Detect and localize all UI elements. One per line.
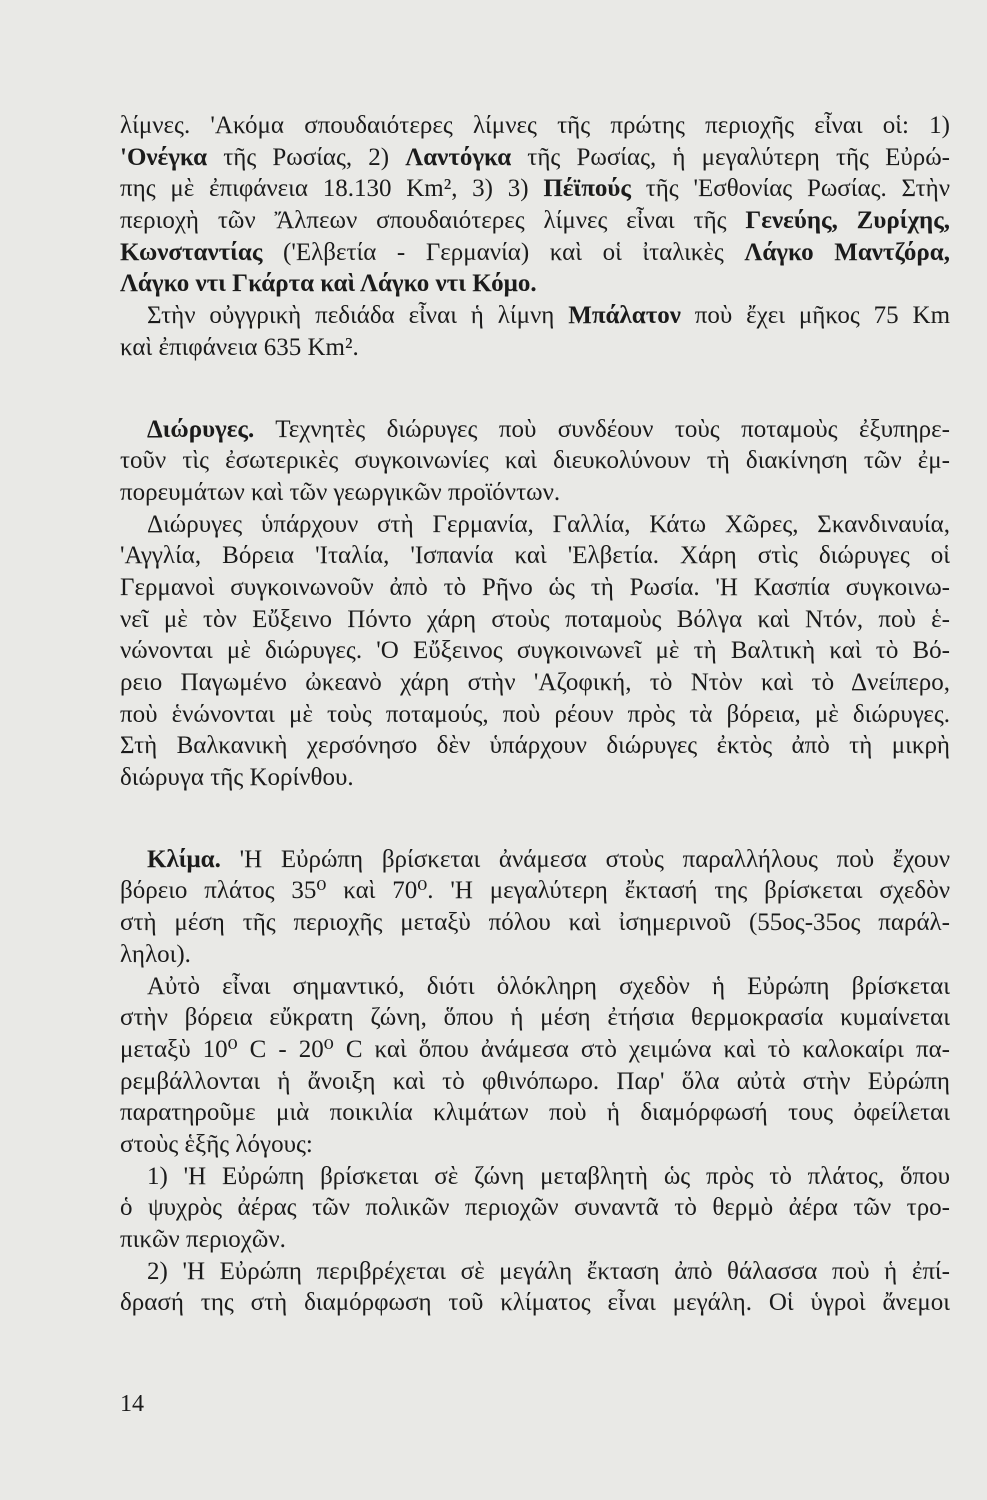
text-line: πικῶν περιοχῶν.: [120, 1226, 286, 1253]
text-line: 2) 'Η Εὐρώπη περιβρέχεται σὲ μεγάλη ἔκταση ἀπὸ θάλασσα ποὺ ἡ ἐπί-: [147, 1257, 950, 1285]
page-number: 14: [120, 1391, 144, 1417]
text-line: τοῦν τὶς ἐσωτερικὲς συγκοινωνίες καὶ διευκολύνουν τὴ διακίνηση τῶν ἐμ-: [120, 447, 950, 475]
text-line: δρασή της στὴ διαμόρφωση τοῦ κλίματος εἶναι μεγάλη. Οἱ ὑγροὶ ἄνεμοι: [120, 1289, 950, 1317]
text-line: 1) 'Η Εὐρώπη βρίσκεται σὲ ζώνη μεταβλητὴ ὡς πρὸς τὸ πλάτος, ὅπου: [147, 1162, 950, 1190]
text-line: Κωνσταντίας ('Ελβετία - Γερμανία) καὶ οἱ ἰταλικὲς Λάγκο Μαντζόρα,: [120, 238, 950, 266]
lake-name: Γενεύης, Ζυρίχης,: [745, 207, 950, 235]
text-line: 'Ονέγκα τῆς Ρωσίας, 2) Λαντόγκα τῆς Ρωσίας, ἡ μεγαλύτερη τῆς Εὐρώ-: [120, 143, 950, 171]
text-line: πορευμάτων καὶ τῶν γεωργικῶν προϊόντων.: [120, 478, 561, 506]
text-line: ὁ ψυχρὸς ἀέρας τῶν πολικῶν περιοχῶν συναντᾶ τὸ θερμὸ ἀέρα τῶν τρο-: [120, 1194, 950, 1222]
lake-name: 'Ονέγκα: [120, 143, 208, 171]
text-line: στὴν βόρεια εὔκρατη ζώνη, ὅπου ἡ μέση ἐτήσια θερμοκρασία κυμαίνεται: [120, 1004, 950, 1032]
body-text: [120, 110, 950, 1319]
lake-name: Κωνσταντίας: [120, 238, 263, 266]
text-line: νεῖ μὲ τὸν Εὔξεινο Πόντο χάρη στοὺς ποταμοὺς Βόλγα καὶ Ντόν, ποὺ ἑ-: [120, 605, 950, 633]
text-line: στοὺς ἑξῆς λόγους:: [120, 1130, 313, 1158]
text-line: νώνονται μὲ διώρυγες. 'Ο Εὔξεινος συγκοινωνεῖ μὲ τὴ Βαλτικὴ καὶ τὸ Βό-: [120, 637, 950, 665]
section-heading: Κλίμα.: [147, 845, 221, 873]
text-line: Διώρυγες ὑπάρχουν στὴ Γερμανία, Γαλλία, Κάτω Χῶρες, Σκανδιναυία,: [147, 510, 950, 538]
text-line: περιοχὴ τῶν Ἄλπεων σπουδαιότερες λίμνες εἶναι τῆς Γενεύης, Ζυρίχης,: [120, 207, 950, 235]
lake-name: Λάγκο Μαντζόρα,: [744, 238, 950, 266]
lake-name: Λάγκο ντι Γκάρτα καὶ Λάγκο ντι Κόμο.: [120, 270, 537, 298]
text-line: ποὺ ἑνώνονται μὲ τοὺς ποταμούς, ποὺ ρέουν πρὸς τὰ βόρεια, μὲ διώρυγες.: [120, 700, 950, 728]
text-line: Διώρυγες. Τεχνητὲς διώρυγες ποὺ συνδέουν τοὺς ποταμοὺς ἐξυπηρε-: [147, 415, 950, 443]
text-line: βόρειο πλάτος 35⁰ καὶ 70⁰. 'Η μεγαλύτερη ἔκτασή της βρίσκεται σχεδὸν: [120, 877, 950, 905]
text-line: ρεμβάλλονται ἡ ἄνοιξη καὶ τὸ φθινόπωρο. Παρ' ὅλα αὐτὰ στὴν Εὐρώπη: [120, 1067, 950, 1095]
lake-name: Λαντόγκα: [405, 143, 512, 171]
text-line: [120, 268, 950, 300]
text-line: λίμνες. 'Ακόμα σπουδαιότερες λίμνες τῆς πρώτης περιοχῆς εἶναι οἱ: 1): [120, 112, 950, 139]
text-line: 'Αγγλία, Βόρεια 'Ιταλία, 'Ισπανία καὶ 'Ελβετία. Χάρη στὶς διώρυγες οἱ: [120, 542, 950, 570]
text-line: παρατηροῦμε μιὰ ποικιλία κλιμάτων ποὺ ἡ διαμόρφωσή τους ὀφείλεται: [120, 1099, 950, 1127]
text-line: διώρυγα τῆς Κορίνθου.: [120, 764, 354, 792]
text-line: Γερμανοὶ συγκοινωνοῦν ἀπὸ τὸ Ρῆνο ὡς τὴ Ρωσία. 'Η Κασπία συγκοινω-: [120, 573, 950, 601]
lake-name: Πέϊπούς: [543, 175, 631, 203]
text-line: ληλοι).: [120, 940, 191, 968]
lake-name: Μπάλατον: [568, 302, 681, 330]
text-line: στὴ μέση τῆς περιοχῆς μεταξὺ πόλου καὶ ἰσημερινοῦ (55ος-35ος παράλ-: [120, 909, 950, 937]
text-line: πης μὲ ἐπιφάνεια 18.130 Km², 3) 3) Πέϊπούς τῆς 'Εσθονίας Ρωσίας. Στὴν: [120, 175, 950, 203]
text-line: Στὴ Βαλκανικὴ χερσόνησο δὲν ὑπάρχουν διώρυγες ἐκτὸς ἀπὸ τὴ μικρὴ: [120, 732, 950, 760]
text-line: Στὴν οὐγγρικὴ πεδιάδα εἶναι ἡ λίμνη Μπάλατον ποὺ ἔχει μῆκος 75 Km: [147, 302, 950, 330]
text-line: ρειο Παγωμένο ὠκεανὸ χάρη στὴν 'Αζοφική, τὸ Ντὸν καὶ τὸ Δνείπερο,: [120, 669, 950, 696]
text-line: μεταξὺ 10⁰ C - 20⁰ C καὶ ὅπου ἀνάμεσα στὸ χειμώνα καὶ τὸ καλοκαίρι πα-: [120, 1035, 950, 1063]
text-line: Κλίμα. 'Η Εὐρώπη βρίσκεται ἀνάμεσα στοὺς παραλλήλους ποὺ ἔχουν: [147, 845, 950, 873]
text-line: καὶ ἐπιφάνεια 635 Km².: [120, 333, 359, 361]
section-heading: Διώρυγες.: [147, 415, 255, 443]
text-line: Αὐτὸ εἶναι σημαντικό, διότι ὁλόκληρη σχεδὸν ἡ Εὐρώπη βρίσκεται: [147, 972, 950, 1000]
